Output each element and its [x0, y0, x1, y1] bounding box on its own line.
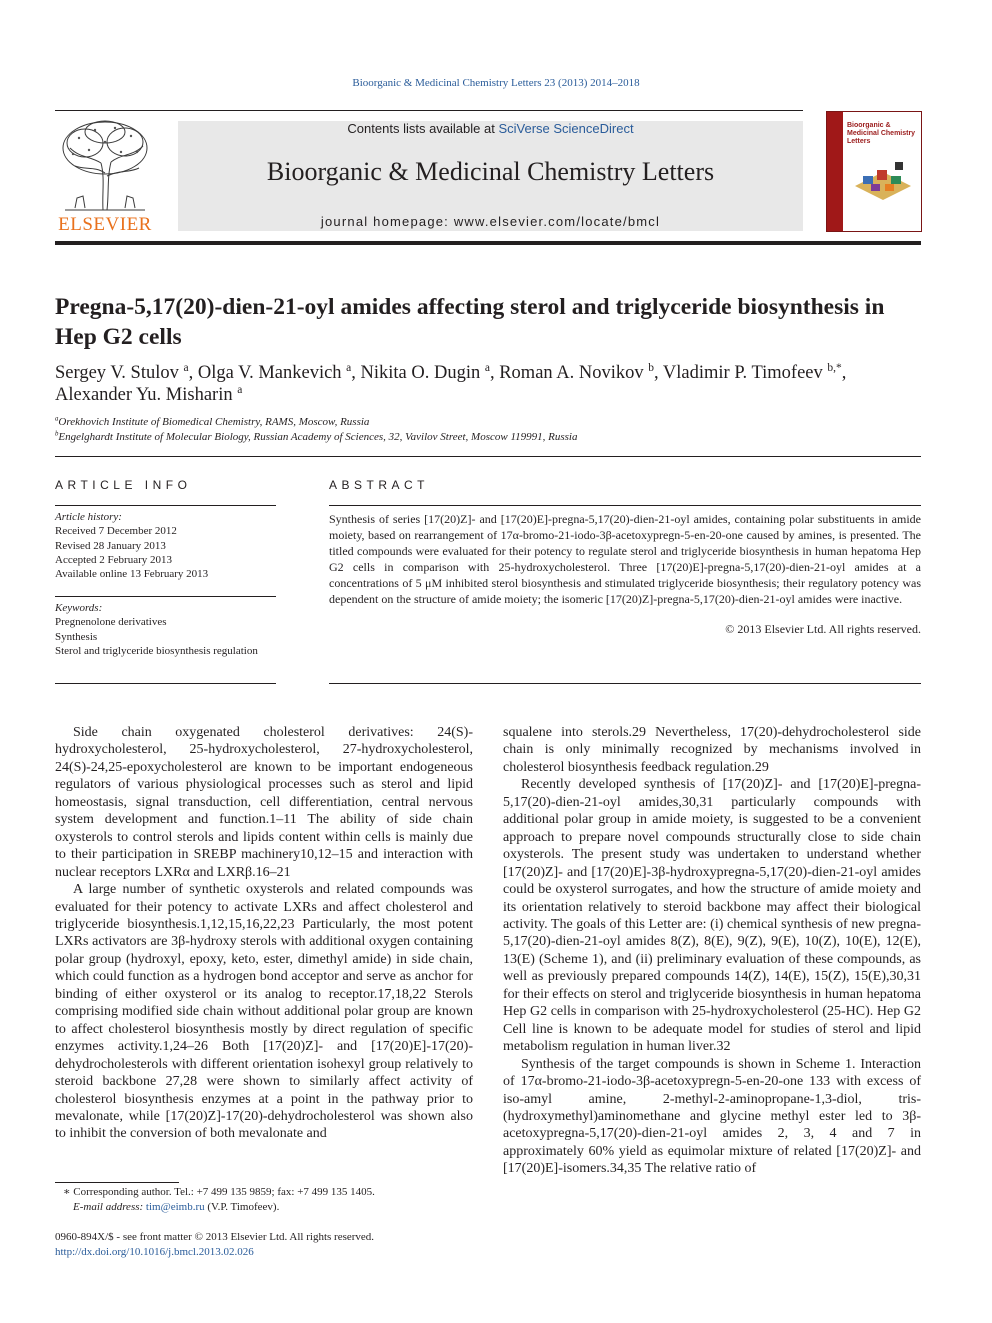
email-link[interactable]: tim@eimb.ru	[145, 1201, 205, 1213]
affiliation-mark: a	[346, 361, 352, 374]
email-suffix: (V.P. Timofeev).	[204, 1201, 280, 1213]
history-item: Received 7 December 2012	[55, 525, 177, 538]
journal-cover-image[interactable]	[826, 111, 922, 232]
history-item: Accepted 2 February 2013	[55, 553, 172, 566]
homepage-link[interactable]: www.elsevier.com/locate/bmcl	[453, 214, 661, 229]
author-name[interactable]: Olga V. Mankevich	[197, 363, 342, 383]
corresponding-author-footnote: ∗ Corresponding author. Tel.: +7 499 135 9859; fax: +7 499 135 1405. E-mail address: tim@eimb.ru (V.P. Timofeev).	[63, 1186, 375, 1213]
journal-citation-link[interactable]: Bioorganic & Medicinal Chemistry Letters 23 (2013) 2014–2018	[352, 77, 640, 89]
article-history	[55, 510, 276, 581]
affiliation-text: Engelghardt Institute of Molecular Biology, Russian Academy of Sciences, 32, Vavilov Street, Moscow 119991, Russia	[58, 430, 578, 443]
author-name[interactable]: Roman A. Novikov	[499, 363, 644, 383]
body-paragraph: Recently developed synthesis of [17(20)Z]- and [17(20)E]-pregna-5,17(20)-dien-21-oyl amides,30,31 particularly compounds with additional polar group in amide moiety, is suggested to be a convenient approach to prepare novel compounds structurally close to side chain oxysterols. The present study was undertaken to understand whether [17(20)Z]- and [17(20)E]-3β-hydroxypregna-5,17(20)-dien-21-oyl amides could be oxysterol surrogates, and how the structure of amide moiety and its orientation relatively to steroid backbone may affect their biological activity. The goals of this Letter are: (i) chemical synthesis of new pregna-5,17(20)-dien-21-oyl amides 8(Z), 8(E), 9(Z), 9(E), 10(Z), 10(E), 12(E), 13(E) (Scheme 1), and (ii) preliminary evaluation of these compounds, as well as previously prepared compounds 14(Z), 14(E), 15(Z), 15(E),30,31 for their effects on sterol and triglyceride biosynthesis in human hepatoma Hep G2 cells in comparison with 25-hydroxycholesterol (25-HC). Hep G2 Cell line is known to be adequate model for studies of sterol and lipid metabolism regulation in human liver.32	[503, 777, 921, 1055]
body-paragraph: A large number of synthetic oxysterols and related compounds was evaluated for their potency to activate LXRs and affect cholesterol and triglyceride biosynthesis.1,12,15,16,22,23 Particularly, the most potent LXRs activators are 3β-hydroxy sterols with additional oxygen containing polar group (hydroxyl, epoxy, keto, ester, dimethyl amide) in side chain, which could function as a hydrogen bond acceptor and serve as anchor for binding of either oxysterol or its analog to receptor.17,18,22 Sterols comprising modified side chain without additional polar group are known to affect cholesterol biosynthesis mostly by direct regulation of specific enzymes activity.1,24–26 Both [17(20)Z]- and [17(20)E]-17(20)-dehydrocholesterols with different orientation isohexyl group relatively to steroid backbone 27,28 were shown to similarly affect activity of cholesterol biosynthesis enzymes at a point in the pathway prior to mevalonate, while [17(20)Z]-17(20)-dehydrocholesterol was shown also to inhibit the conversion of both mevalonate and	[55, 882, 473, 1142]
article-title: Pregna-5,17(20)-dien-21-oyl amides affecting sterol and triglyceride biosynthesis in Hep G2 cells	[55, 294, 885, 350]
affiliation-mark: b	[55, 429, 59, 437]
masthead-bottom-rule	[55, 241, 921, 245]
affiliation-mark: a	[55, 415, 59, 423]
affiliation-mark: a	[183, 361, 189, 374]
masthead	[178, 121, 803, 231]
elsevier-wordmark: ELSEVIER	[58, 214, 152, 235]
journal-title: Bioorganic & Medicinal Chemistry Letters	[266, 157, 715, 186]
body-column-right	[503, 724, 921, 1178]
divider	[329, 505, 921, 506]
history-item: Revised 28 January 2013	[55, 539, 166, 552]
affiliations	[55, 415, 921, 444]
cover-title: Bioorganic & Medicinal Chemistry Letters	[847, 122, 916, 145]
divider	[55, 683, 276, 684]
abstract-text: Synthesis of series [17(20)Z]- and [17(20)E]-pregna-5,17(20)-dien-21-oyl amides, containing polar substituents in amide moiety, based on rearrangement of 17α-bromo-21-iodo-3β-acetoxypregn-5-en-20-one caused by amines, is presented. The titled compounds were evaluated for their potency to regulate sterol and triglyceride biosynthesis in human hepatoma Hep G2 cells in comparison with 25-hydroxycholesterol. Three [17(20)E]-pregna-5,17(20)-dien-21-oyl amides at a concentrations of 5 μM inhibited sterol biosynthesis and stimulated triglyceride biosynthesis; their regulatory potency was dependent on the structure of amide moiety; the isomeric [17(20)Z]-pregna-5,17(20)-dien-21-oyl amides were inactive.	[329, 512, 921, 606]
abstract-heading: ABSTRACT	[329, 478, 430, 492]
affiliation-text: Orekhovich Institute of Biomedical Chemistry, RAMS, Moscow, Russia	[58, 416, 370, 428]
keywords	[55, 601, 276, 658]
author-separator: ,	[351, 363, 361, 383]
author-separator: ,	[489, 363, 500, 383]
sciencedirect-link[interactable]: SciVerse ScienceDirect	[498, 121, 634, 136]
author-separator: ,	[841, 363, 847, 383]
doi-link[interactable]: http://dx.doi.org/10.1016/j.bmcl.2013.02.026	[55, 1246, 254, 1258]
divider	[55, 505, 276, 506]
divider	[55, 596, 276, 597]
contents-prefix: Contents lists available at	[347, 121, 499, 136]
body-column-left	[55, 724, 473, 1143]
author-name[interactable]: Nikita O. Dugin	[360, 363, 481, 383]
author-separator: ,	[188, 363, 198, 383]
abstract-copyright: © 2013 Elsevier Ltd. All rights reserved.	[725, 622, 921, 636]
body-paragraph: Synthesis of the target compounds is shown in Scheme 1. Interaction of 17α-bromo-21-iodo-3β-acetoxypregn-5-en-20-one 133 with excess of iso-amyl amine, 2-methyl-2-aminopropane-1,3-diol, tris-(hydroxymethyl)aminomethane and glycine methyl ester led to 3β-acetoxypregna-5,17(20)-dien-21-oyl amides 2, 3, 4 and 7 in approximately 60% yield as equimolar mixture of related [17(20)Z]- and [17(20)E]-isomers.34,35 The relative ratio of	[503, 1056, 921, 1177]
keyword-item: Sterol and triglyceride biosynthesis regulation	[55, 644, 258, 657]
body-paragraph: squalene into sterols.29 Nevertheless, 17(20)-dehydrocholesterol side chain is only minimally recognized by mechanisms involved in cholesterol biosynthesis feedback regulation.29	[503, 725, 921, 775]
author-name[interactable]: Vladimir P. Timofeev	[662, 363, 823, 383]
history-label: Article history:	[55, 511, 122, 523]
cover-spine	[827, 112, 843, 231]
author-separator: ,	[653, 363, 663, 383]
affiliation-item	[55, 430, 921, 445]
keyword-item: Pregnenolone derivatives	[55, 616, 167, 629]
affiliation-mark: b,*	[827, 361, 842, 374]
section-divider	[55, 456, 921, 457]
footnote-text: Corresponding author. Tel.: +7 499 135 9859; fax: +7 499 135 1405.	[73, 1186, 375, 1198]
cover-artwork-icon	[851, 150, 915, 206]
footnote-rule	[55, 1182, 179, 1183]
author-list	[55, 362, 921, 406]
affiliation-item	[55, 415, 921, 430]
email-label: E-mail address:	[73, 1201, 146, 1213]
affiliation-mark: a	[237, 383, 243, 396]
tree-icon	[55, 118, 155, 213]
issn-line: 0960-894X/$ - see front matter © 2013 Elsevier Ltd. All rights reserved.	[55, 1231, 375, 1243]
homepage-line	[178, 214, 803, 229]
author-name[interactable]: Sergey V. Stulov	[55, 363, 179, 383]
keyword-item: Synthesis	[55, 630, 98, 643]
divider	[329, 683, 921, 684]
history-item: Available online 13 February 2013	[55, 568, 209, 581]
affiliation-mark: b	[648, 361, 654, 374]
keywords-label: Keywords:	[55, 602, 103, 614]
author-name[interactable]: Alexander Yu. Misharin	[55, 385, 233, 405]
issn-block	[55, 1230, 473, 1260]
body-paragraph: Side chain oxygenated cholesterol derivatives: 24(S)-hydroxycholesterol, 25-hydroxycholesterol, 27-hydroxycholesterol, 24(S)-24,25-epoxycholesterol are known to be important endogeneous regulators of various physiological processes such as sterol and lipid homeostasis, signal transduction, cell differentiation, central nervous system development and function.1–11 The ability of side chain oxysterols to control sterols and lipids content within cells is mainly due to their participation in SREBP machinery10,12–15 and interaction with nuclear receptors LXRα and LXRβ.16–21	[55, 725, 473, 880]
contents-line	[178, 121, 803, 136]
affiliation-mark: a	[484, 361, 490, 374]
elsevier-logo	[55, 118, 155, 236]
homepage-prefix: journal homepage:	[320, 214, 454, 229]
article-info-heading: ARTICLE INFO	[55, 478, 192, 492]
header-rule	[55, 110, 803, 111]
